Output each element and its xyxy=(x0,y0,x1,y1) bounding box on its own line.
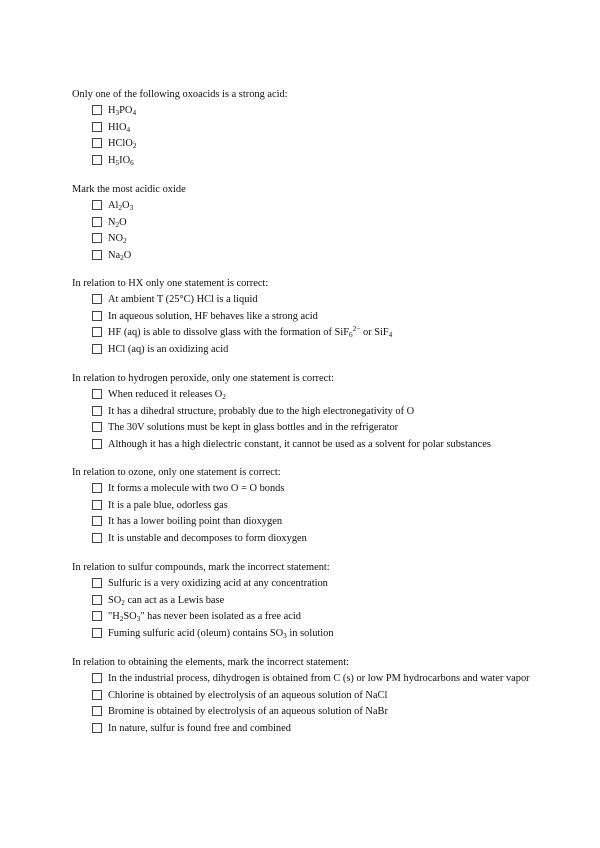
answer-option[interactable] xyxy=(72,405,542,418)
question-prompt: In relation to ozone, only one statement is correct: xyxy=(72,467,281,478)
answer-option[interactable] xyxy=(72,421,542,434)
question-7 xyxy=(72,656,542,738)
answer-option[interactable] xyxy=(72,577,542,590)
checkbox[interactable] xyxy=(92,217,102,227)
checkbox[interactable] xyxy=(92,500,102,510)
option-text: When reduced it releases $O_2$ xyxy=(108,389,226,401)
option-text: $NO_2$ xyxy=(108,233,127,245)
checkbox[interactable] xyxy=(92,690,102,700)
answer-option[interactable] xyxy=(72,438,542,451)
answer-option[interactable] xyxy=(72,249,542,262)
question-6 xyxy=(72,561,542,643)
checkbox[interactable] xyxy=(92,122,102,132)
answer-option[interactable] xyxy=(72,722,542,735)
answer-option[interactable] xyxy=(72,310,542,323)
options-list xyxy=(72,672,542,735)
option-text: It is unstable and decomposes to form dioxygen xyxy=(108,532,307,544)
options-list xyxy=(72,104,542,167)
checkbox[interactable] xyxy=(92,422,102,432)
option-text: At ambient T (25°C) HCl is a liquid xyxy=(108,294,258,305)
option-text: In the industrial process, dihydrogen is obtained from C (s) or low PM hydrocarbons and water vapor xyxy=(108,673,530,684)
option-text: Bromine is obtained by electrolysis of an aqueous solution of NaBr xyxy=(108,706,388,717)
question-5 xyxy=(72,466,542,548)
option-text: In nature, sulfur is found free and combined xyxy=(108,722,291,734)
option-text: $SO_2$ can act as a Lewis base xyxy=(108,594,225,607)
option-text: In aqueous solution, HF behaves like a strong acid xyxy=(108,310,318,322)
option-text: It has a dihedral structure, probably due to the high electronegativity of O xyxy=(108,405,415,417)
question-prompt: In relation to sulfur compounds, mark the incorrect statement: xyxy=(72,562,330,573)
question-prompt: In relation to HX only one statement is correct: xyxy=(72,278,269,289)
checkbox[interactable] xyxy=(92,327,102,337)
answer-option[interactable] xyxy=(72,689,542,702)
checkbox[interactable] xyxy=(92,344,102,354)
answer-option[interactable] xyxy=(72,343,542,356)
answer-option[interactable] xyxy=(72,627,542,640)
option-text: "$H_2SO_3$" has never been isolated as a free acid xyxy=(108,611,301,623)
option-text: $Na_2O$ xyxy=(108,249,132,262)
checkbox[interactable] xyxy=(92,105,102,115)
question-prompt: In relation to obtaining the elements, mark the incorrect statement: xyxy=(72,657,349,668)
options-list xyxy=(72,482,542,545)
question-4 xyxy=(72,372,542,454)
checkbox[interactable] xyxy=(92,595,102,605)
question-1 xyxy=(72,88,542,170)
option-text: $N_2O$ xyxy=(108,216,127,229)
option-text: HCl (aq) is an oxidizing acid xyxy=(108,343,229,355)
checkbox[interactable] xyxy=(92,706,102,716)
option-text: HClO$_2$ xyxy=(108,138,137,150)
option-text: $HIO_4$ xyxy=(108,121,131,134)
answer-option[interactable] xyxy=(72,293,542,306)
options-list xyxy=(72,199,542,262)
answer-option[interactable] xyxy=(72,121,542,134)
checkbox[interactable] xyxy=(92,155,102,165)
checkbox[interactable] xyxy=(92,200,102,210)
checkbox[interactable] xyxy=(92,311,102,321)
question-prompt: In relation to hydrogen peroxide, only one statement is correct: xyxy=(72,373,334,384)
question-prompt: Mark the most acidic oxide xyxy=(72,184,186,195)
answer-option[interactable] xyxy=(72,482,542,495)
checkbox[interactable] xyxy=(92,578,102,588)
checkbox[interactable] xyxy=(92,138,102,148)
checkbox[interactable] xyxy=(92,516,102,526)
answer-option[interactable] xyxy=(72,672,542,685)
option-text: It has a lower boiling point than dioxygen xyxy=(108,516,283,527)
answer-option[interactable] xyxy=(72,104,542,117)
question-2 xyxy=(72,183,542,265)
checkbox[interactable] xyxy=(92,628,102,638)
answer-option[interactable] xyxy=(72,499,542,512)
option-text: It is a pale blue, odorless gas xyxy=(108,499,228,511)
checkbox[interactable] xyxy=(92,611,102,621)
checkbox[interactable] xyxy=(92,723,102,733)
question-3 xyxy=(72,277,542,359)
answer-option[interactable] xyxy=(72,232,542,245)
options-list xyxy=(72,293,542,356)
option-text: The 30V solutions must be kept in glass bottles and in the refrigerator xyxy=(108,422,399,433)
answer-option[interactable] xyxy=(72,154,542,167)
option-text: HF (aq) is able to dissolve glass with the formation of SiF$_6^{2-}$ or SiF$_4$ xyxy=(108,325,393,339)
answer-option[interactable] xyxy=(72,137,542,150)
answer-option[interactable] xyxy=(72,388,542,401)
option-text: Fuming sulfuric acid (oleum) contains $SO_3$ in solution xyxy=(108,627,334,640)
checkbox[interactable] xyxy=(92,389,102,399)
options-list xyxy=(72,388,542,451)
options-list xyxy=(72,577,542,640)
option-text: $H_3PO_4$ xyxy=(108,105,137,117)
checkbox[interactable] xyxy=(92,250,102,260)
option-text: $H_5IO_6$ xyxy=(108,154,134,167)
option-text: Sulfuric is a very oxidizing acid at any concentration xyxy=(108,578,328,589)
answer-option[interactable] xyxy=(72,705,542,718)
question-prompt: Only one of the following oxoacids is a strong acid: xyxy=(72,89,288,100)
checkbox[interactable] xyxy=(92,673,102,683)
option-text: Chlorine is obtained by electrolysis of an aqueous solution of NaCl xyxy=(108,689,388,701)
checkbox[interactable] xyxy=(92,233,102,243)
checkbox[interactable] xyxy=(92,483,102,493)
option-text: It forms a molecule with two O = O bonds xyxy=(108,483,285,494)
answer-option[interactable] xyxy=(72,610,542,623)
checkbox[interactable] xyxy=(92,439,102,449)
option-text: $Al_2O_3$ xyxy=(108,200,134,212)
answer-option[interactable] xyxy=(72,326,542,339)
answer-option[interactable] xyxy=(72,515,542,528)
checkbox[interactable] xyxy=(92,294,102,304)
answer-option[interactable] xyxy=(72,216,542,229)
option-text: Although it has a high dielectric constant, it cannot be used as a solvent for polar substances xyxy=(108,438,491,450)
answer-option[interactable] xyxy=(72,532,542,545)
answer-option[interactable] xyxy=(72,594,542,607)
checkbox[interactable] xyxy=(92,533,102,543)
checkbox[interactable] xyxy=(92,406,102,416)
answer-option[interactable] xyxy=(72,199,542,212)
